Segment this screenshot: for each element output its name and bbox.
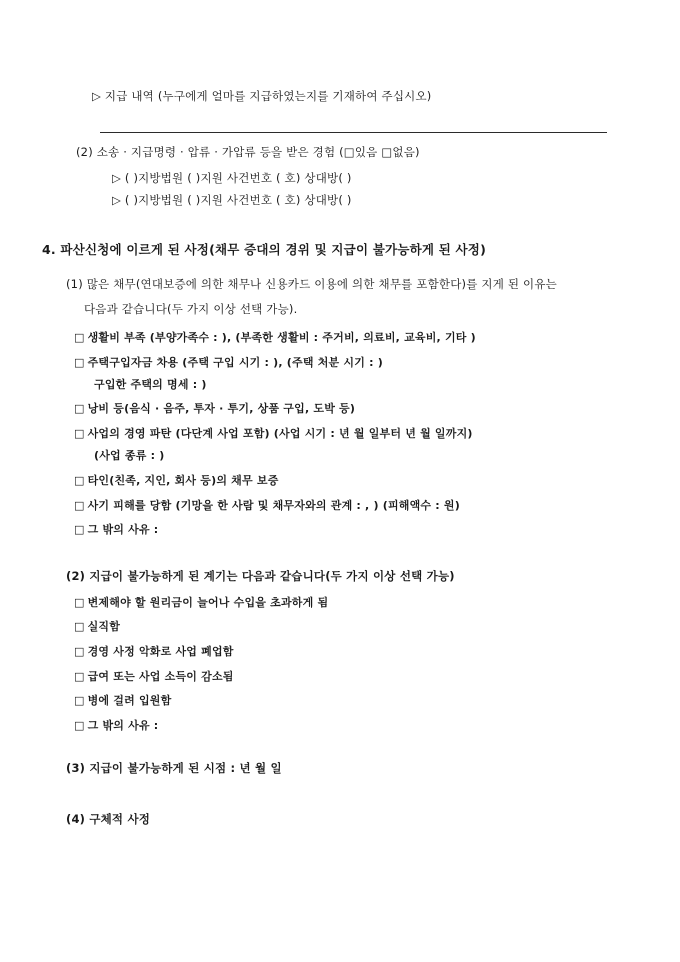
checkbox-icon[interactable]: □ [74,499,85,512]
sub2-option-2-label: 실직함 [87,620,121,633]
checkbox-icon[interactable]: □ [74,427,85,440]
sub4-title: (4) 구체적 사정 [66,812,151,826]
sub2-option-1-label: 변제해야 할 원리금이 늘어나 수입을 초과하게 됨 [87,596,329,609]
sub1-option-6-label: 사기 피해를 당함 (기망을 한 사람 및 채무자와의 관계 : , ) (피해액수 : 원) [87,499,460,512]
sub1-option-1-label: 생활비 부족 (부양가족수 : ), (부족한 생활비 : 주거비, 의료비, 교육비, 기타 ) [87,331,476,344]
sub1-option-1[interactable] [74,331,476,344]
sub1-line-2: 다음과 같습니다(두 가지 이상 선택 가능). [84,302,298,316]
sub1-option-4[interactable] [74,427,473,440]
checkbox-icon[interactable]: □ [74,719,85,732]
sub1-option-3[interactable] [74,402,355,415]
item2-title: (2) 소송 · 지급명령 · 압류 · 가압류 등을 받은 경험 (□있음 □없음) [76,145,420,159]
section-4-title: 4. 파산신청에 이르게 된 사정(채무 증대의 경위 및 지급이 불가능하게 된 사정) [42,242,486,257]
sub1-line-1: (1) 많은 채무(연대보증에 의한 채무나 신용카드 이용에 의한 채무를 포함한다)를 지게 된 이유는 [66,277,557,291]
sub2-option-3[interactable] [74,645,234,658]
item2-entry-2: ▷ ( )지방법원 ( )지원 사건번호 ( 호) 상대방( ) [112,193,352,207]
sub1-option-7-label: 그 밖의 사유 : [87,523,159,536]
sub2-title: (2) 지급이 불가능하게 된 계기는 다음과 같습니다(두 가지 이상 선택 가능) [66,569,455,583]
sub1-option-2-label: 주택구입자금 차용 (주택 구입 시기 : ), (주택 처분 시기 : ) [87,356,383,369]
checkbox-icon[interactable]: □ [74,523,85,536]
checkbox-icon[interactable]: □ [74,474,85,487]
sub1-option-4-label: 사업의 경영 파탄 (다단계 사업 포함) (사업 시기 : 년 월 일부터 년 월 일까지) [87,427,473,440]
sub2-option-5[interactable] [74,694,171,707]
checkbox-icon[interactable]: □ [74,596,85,609]
sub1-option-5-label: 타인(친족, 지인, 회사 등)의 채무 보증 [87,474,279,487]
checkbox-icon[interactable]: □ [74,620,85,633]
sub1-option-2[interactable] [74,356,383,369]
payment-detail-underline [100,132,607,133]
checkbox-icon[interactable]: □ [74,402,85,415]
sub2-option-6-label: 그 밖의 사유 : [87,719,159,732]
sub2-option-4-label: 급여 또는 사업 소득이 감소됨 [87,670,234,683]
sub1-house-detail-line: 구입한 주택의 명세 : ) [94,378,207,391]
item2-entry-1: ▷ ( )지방법원 ( )지원 사건번호 ( 호) 상대방( ) [112,171,352,185]
sub2-option-2[interactable] [74,620,120,633]
sub2-option-4[interactable] [74,670,234,683]
sub1-business-type-line: (사업 종류 : ) [94,449,165,462]
checkbox-icon[interactable]: □ [74,670,85,683]
sub1-option-6[interactable] [74,499,460,512]
sub2-option-5-label: 병에 걸려 입원함 [87,694,172,707]
checkbox-icon[interactable]: □ [74,356,85,369]
checkbox-icon[interactable]: □ [74,331,85,344]
sub2-option-6[interactable] [74,719,158,732]
sub2-option-1[interactable] [74,596,328,609]
sub1-option-5[interactable] [74,474,279,487]
payment-detail-line: ▷ 지급 내역 (누구에게 얼마를 지급하였는지를 기재하여 주십시오) [92,89,432,103]
sub3-title: (3) 지급이 불가능하게 된 시점 : 년 월 일 [66,761,282,775]
checkbox-icon[interactable]: □ [74,645,85,658]
checkbox-icon[interactable]: □ [74,694,85,707]
sub2-option-3-label: 경영 사정 악화로 사업 폐업함 [87,645,234,658]
sub1-option-3-label: 낭비 등(음식 · 음주, 투자 · 투기, 상품 구입, 도박 등) [87,402,356,415]
sub1-option-7[interactable] [74,523,158,536]
